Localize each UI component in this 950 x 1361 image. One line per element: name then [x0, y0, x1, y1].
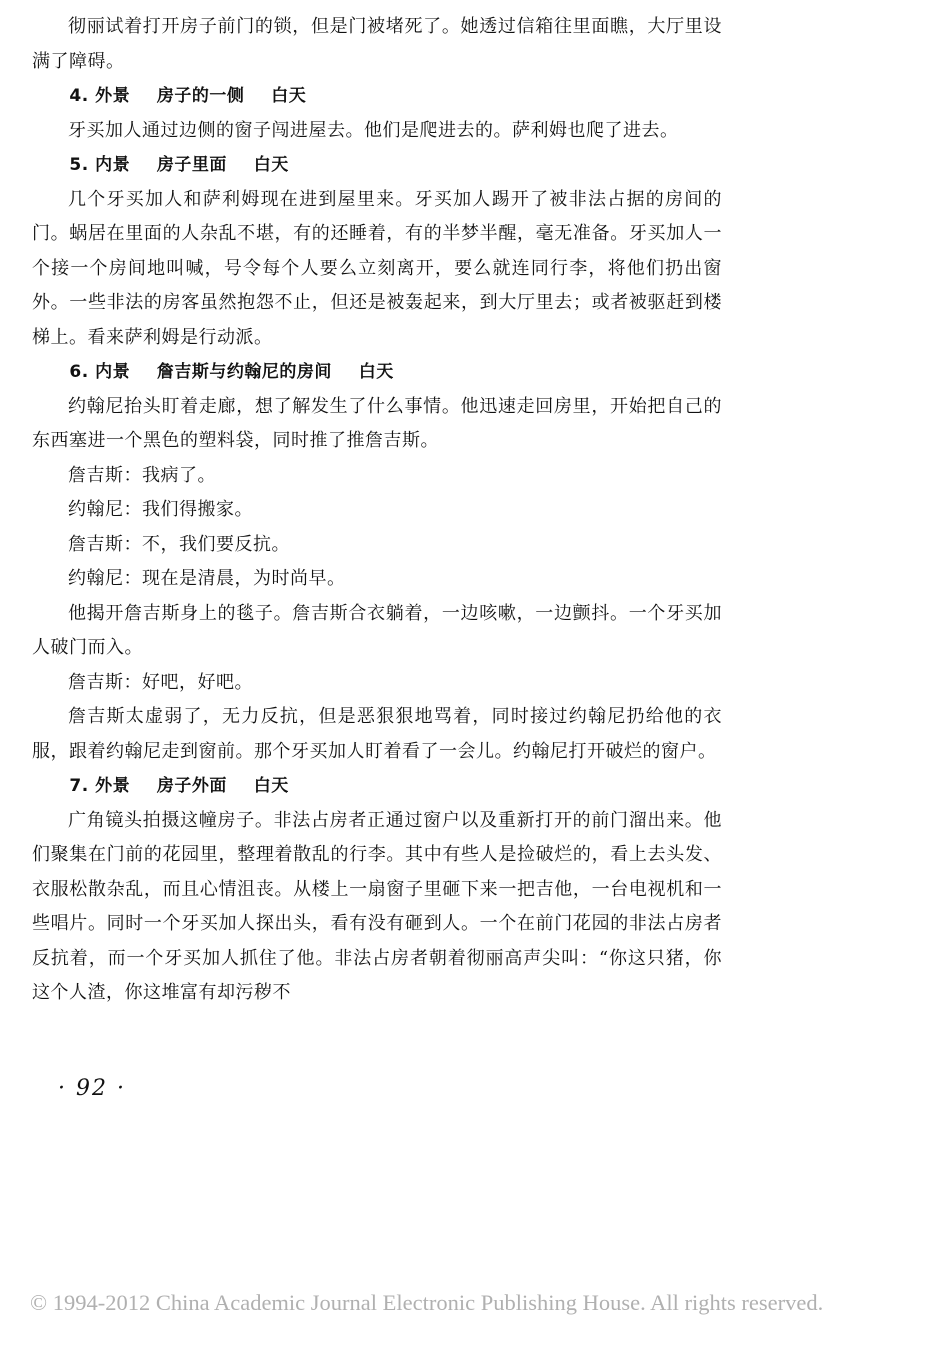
scene-time: 白天	[253, 155, 289, 175]
scene-location: 房子外面	[156, 776, 227, 796]
paragraph-1: 彻丽试着打开房子前门的锁，但是门被堵死了。她透过信箱往里面瞧，大厅里设满了障碍。	[32, 16, 722, 72]
scene-time: 白天	[271, 86, 307, 106]
scene-number: 6.	[69, 362, 89, 382]
scene-heading-6	[32, 355, 722, 390]
scene-time: 白天	[253, 776, 289, 796]
scene-number: 5.	[69, 155, 89, 175]
dialogue-line-4: 约翰尼：现在是清晨，为时尚早。	[68, 568, 346, 589]
dialogue-line-5: 詹吉斯：好吧，好吧。	[68, 671, 253, 693]
paragraph-4: 约翰尼抬头盯着走廊，想了解发生了什么事情。他迅速走回房里，开始把自己的东西塞进一个黑色的塑料袋，同时推了推詹吉斯。	[32, 395, 722, 451]
scene-location: 詹吉斯与约翰尼的房间	[156, 362, 332, 382]
scene-type: 外景	[95, 86, 131, 106]
paragraph-2: 牙买加人通过边侧的窗子闯进屋去。他们是爬进去的。萨利姆也爬了进去。	[68, 119, 679, 141]
scene-number: 4.	[69, 86, 89, 106]
scene-time: 白天	[358, 362, 394, 382]
paragraph-6: 詹吉斯太虚弱了，无力反抗，但是恶狠狠地骂着，同时接过约翰尼扔给他的衣服，跟着约翰尼走到窗前。那个牙买加人盯着看了一会儿。约翰尼打开破烂的窗户。	[32, 706, 722, 762]
paragraph-5: 他揭开詹吉斯身上的毯子。詹吉斯合衣躺着，一边咳嗽，一边颤抖。一个牙买加人破门而入。	[32, 602, 722, 658]
dialogue-line-1: 詹吉斯：我病了。	[68, 464, 216, 486]
scene-type: 外景	[95, 776, 131, 796]
scene-location: 房子里面	[156, 155, 227, 175]
dialogue-line-2: 约翰尼：我们得搬家。	[68, 499, 253, 520]
dialogue-line-3: 詹吉斯：不，我们要反抗。	[68, 533, 290, 555]
scene-heading-5	[32, 148, 722, 183]
scene-type: 内景	[95, 155, 131, 175]
scene-heading-4	[32, 79, 722, 114]
paragraph-7: 广角镜头拍摄这幢房子。非法占房者正通过窗户以及重新打开的前门溜出来。他们聚集在门前的花园里，整理着散乱的行李。其中有些人是捡破烂的，看上去头发、衣服松散杂乱，而且心情沮丧。从楼上一扇窗子里砸下来一把吉他，一台电视机和一些唱片。同时一个牙买加人探出头，看有没有砸到人。一个在前门花园的非法占房者反抗着，而一个牙买加人抓住了他。非法占房者朝着彻丽高声尖叫：“你这只猪，你这个人渣，你这堆富有却污秽不	[32, 809, 722, 1003]
scene-number: 7.	[69, 776, 89, 796]
scene-type: 内景	[95, 362, 131, 382]
body-text	[32, 10, 722, 1011]
scene-location: 房子的一侧	[156, 86, 245, 106]
scene-heading-7	[32, 769, 722, 804]
page-number: · 92 ·	[58, 1076, 126, 1101]
copyright-notice: © 1994-2012 China Academic Journal Electronic Publishing House. All rights reserved.	[30, 1290, 824, 1315]
paragraph-3: 几个牙买加人和萨利姆现在进到屋里来。牙买加人踢开了被非法占据的房间的门。蜗居在里面的人杂乱不堪，有的还睡着，有的半梦半醒，毫无准备。牙买加人一个接一个房间地叫喊，号令每个人要么立刻离开，要么就连同行李，将他们扔出窗外。一些非法的房客虽然抱怨不止，但还是被轰起来，到大厅里去；或者被驱赶到楼梯上。看来萨利姆是行动派。	[32, 188, 722, 348]
